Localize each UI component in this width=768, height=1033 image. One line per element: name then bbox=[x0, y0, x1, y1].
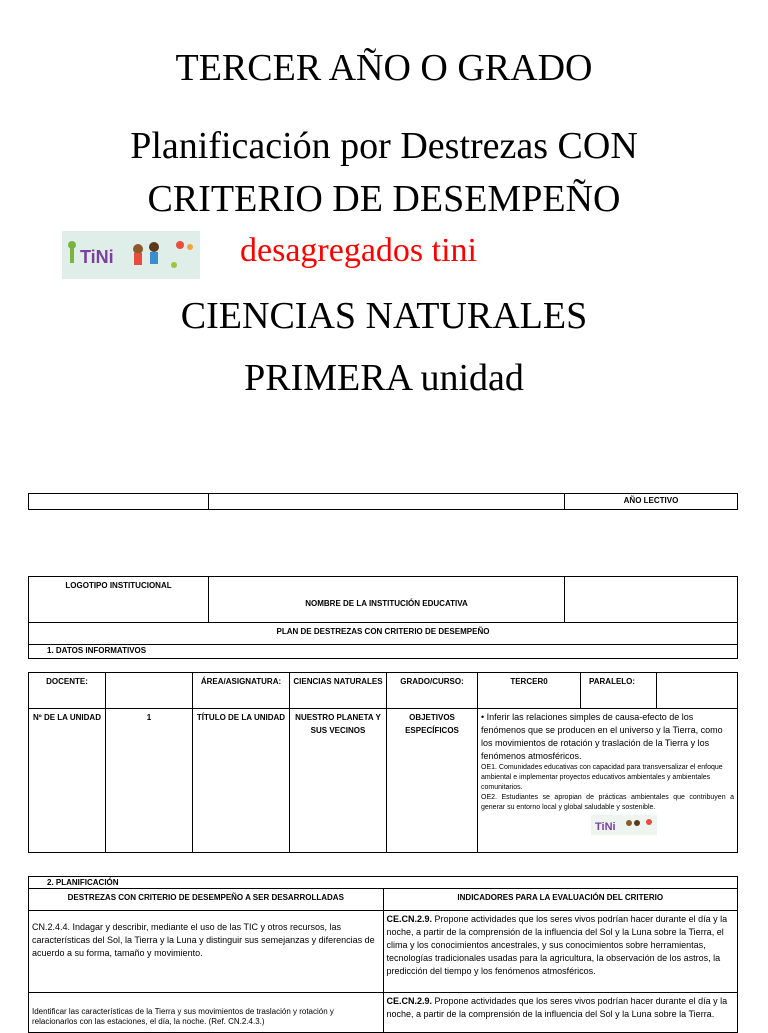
indicador-row-1-code: CE.CN.2.9. bbox=[386, 914, 433, 924]
paralelo-value bbox=[657, 673, 738, 709]
section-1-title: 1. DATOS INFORMATIVOS bbox=[29, 645, 738, 659]
num-unidad-label: Nº DE LA UNIDAD bbox=[29, 709, 106, 853]
title-line-3: CRITERIO DE DESEMPEÑO bbox=[147, 178, 621, 220]
top-table bbox=[28, 493, 738, 510]
mini-logo-text: TiNi bbox=[595, 821, 616, 833]
objetivo-oe1-text: OE1. Comunidades educativas con capacidad para transversalizar el enfoque ambiental e implementar proyectos educativos ambientales y ambientales comunitarios. bbox=[481, 764, 723, 791]
grado-label: GRADO/CURSO: bbox=[387, 673, 478, 709]
planning-table bbox=[28, 876, 738, 1033]
area-label: ÁREA/ASIGNATURA: bbox=[193, 673, 290, 709]
logo-text: TiNi bbox=[80, 247, 114, 267]
titulo-label: TÍTULO DE LA UNIDAD bbox=[193, 709, 290, 853]
destreza-row-2: Identificar las características de la Tierra y sus movimientos de traslación y rotación y relacionarlos con las estaciones, el día, la noche. (Ref. CN.2.4.3.) bbox=[29, 993, 384, 1033]
title-line-4: CIENCIAS NATURALES bbox=[180, 295, 588, 337]
title-line-5: PRIMERA unidad bbox=[244, 357, 524, 399]
title-line-2: Planificación por Destrezas CON bbox=[130, 125, 638, 167]
indicador-row-1-text: Propone actividades que los seres vivos podrían hacer durante el día y la noche, a partir de la comprensión de la influencia del Sol y la Luna sobre la Tierra, el clima y los conocimientos ancestrales, y sus conocimientos sobre herramientas, tecnologías tradicionales usadas para la agricultura, la observación de los astros, la predicción del tiempo y los fenómenos atmosféricos. bbox=[386, 914, 728, 976]
objetivos-content bbox=[478, 709, 738, 853]
area-value: CIENCIAS NATURALES bbox=[290, 673, 387, 709]
institution-blank-cell bbox=[565, 577, 738, 623]
destreza-row-1: CN.2.4.4. Indagar y describir, mediante el uso de las TIC y otros recursos, las características del Sol, la Tierra y la Luna y distinguir sus semejanzas y diferencias de acuerdo a su forma, tamaño y movimiento. bbox=[29, 911, 384, 993]
top-cell-2 bbox=[209, 494, 565, 510]
red-subtitle: desagregados tini bbox=[240, 232, 477, 269]
col-destrezas-header: DESTREZAS CON CRITERIO DE DESEMPEÑO A SER DESARROLLADAS bbox=[29, 889, 384, 911]
institution-name-label: NOMBRE DE LA INSTITUCIÓN EDUCATIVA bbox=[209, 577, 565, 623]
indicador-row-2-text: Propone actividades que los seres vivos podrían hacer durante el día y la noche, a partir de la comprensión de la influencia del Sol y la Luna sobre la Tierra. bbox=[386, 996, 728, 1019]
section-2-title: 2. PLANIFICACIÓN bbox=[29, 877, 738, 889]
tini-logo bbox=[62, 231, 200, 279]
titulo-value: NUESTRO PLANETA Y SUS VECINOS bbox=[290, 709, 387, 853]
objetivo-oe2-text: OE2. Estudiantes se apropian de prácticas ambientales que contribuyen a generar su entorno local y global saludable y sostenible. bbox=[481, 794, 734, 811]
docente-value bbox=[106, 673, 193, 709]
indicador-row-2-code: CE.CN.2.9. bbox=[386, 996, 433, 1006]
logo-institucional-label: LOGOTIPO INSTITUCIONAL bbox=[29, 577, 209, 623]
tini-mini-logo bbox=[591, 815, 657, 835]
indicador-row-2 bbox=[383, 993, 738, 1033]
docente-label: DOCENTE: bbox=[29, 673, 106, 709]
ano-lectivo-label: AÑO LECTIVO bbox=[565, 494, 738, 510]
col-indicadores-header: INDICADORES PARA LA EVALUACIÓN DEL CRITERIO bbox=[383, 889, 738, 911]
objetivo-general-text: • Inferir las relaciones simples de causa-efecto de los fenómenos que se producen en el universo y la Tierra, como los movimientos de rotación y traslación de la Tierra y los fenómenos atmosféricos. bbox=[481, 712, 723, 761]
plan-title: PLAN DE DESTREZAS CON CRITERIO DE DESEMPEÑO bbox=[29, 623, 738, 645]
institution-table bbox=[28, 576, 738, 659]
indicador-row-1 bbox=[383, 911, 738, 993]
num-unidad-value: 1 bbox=[106, 709, 193, 853]
title-line-1: TERCER AÑO O GRADO bbox=[175, 47, 593, 89]
grado-value: TERCER0 bbox=[478, 673, 581, 709]
top-cell-1 bbox=[29, 494, 209, 510]
paralelo-label: PARALELO: bbox=[581, 673, 657, 709]
info-table bbox=[28, 672, 738, 853]
objetivos-label: OBJETIVOS ESPECÍFICOS bbox=[387, 709, 478, 853]
